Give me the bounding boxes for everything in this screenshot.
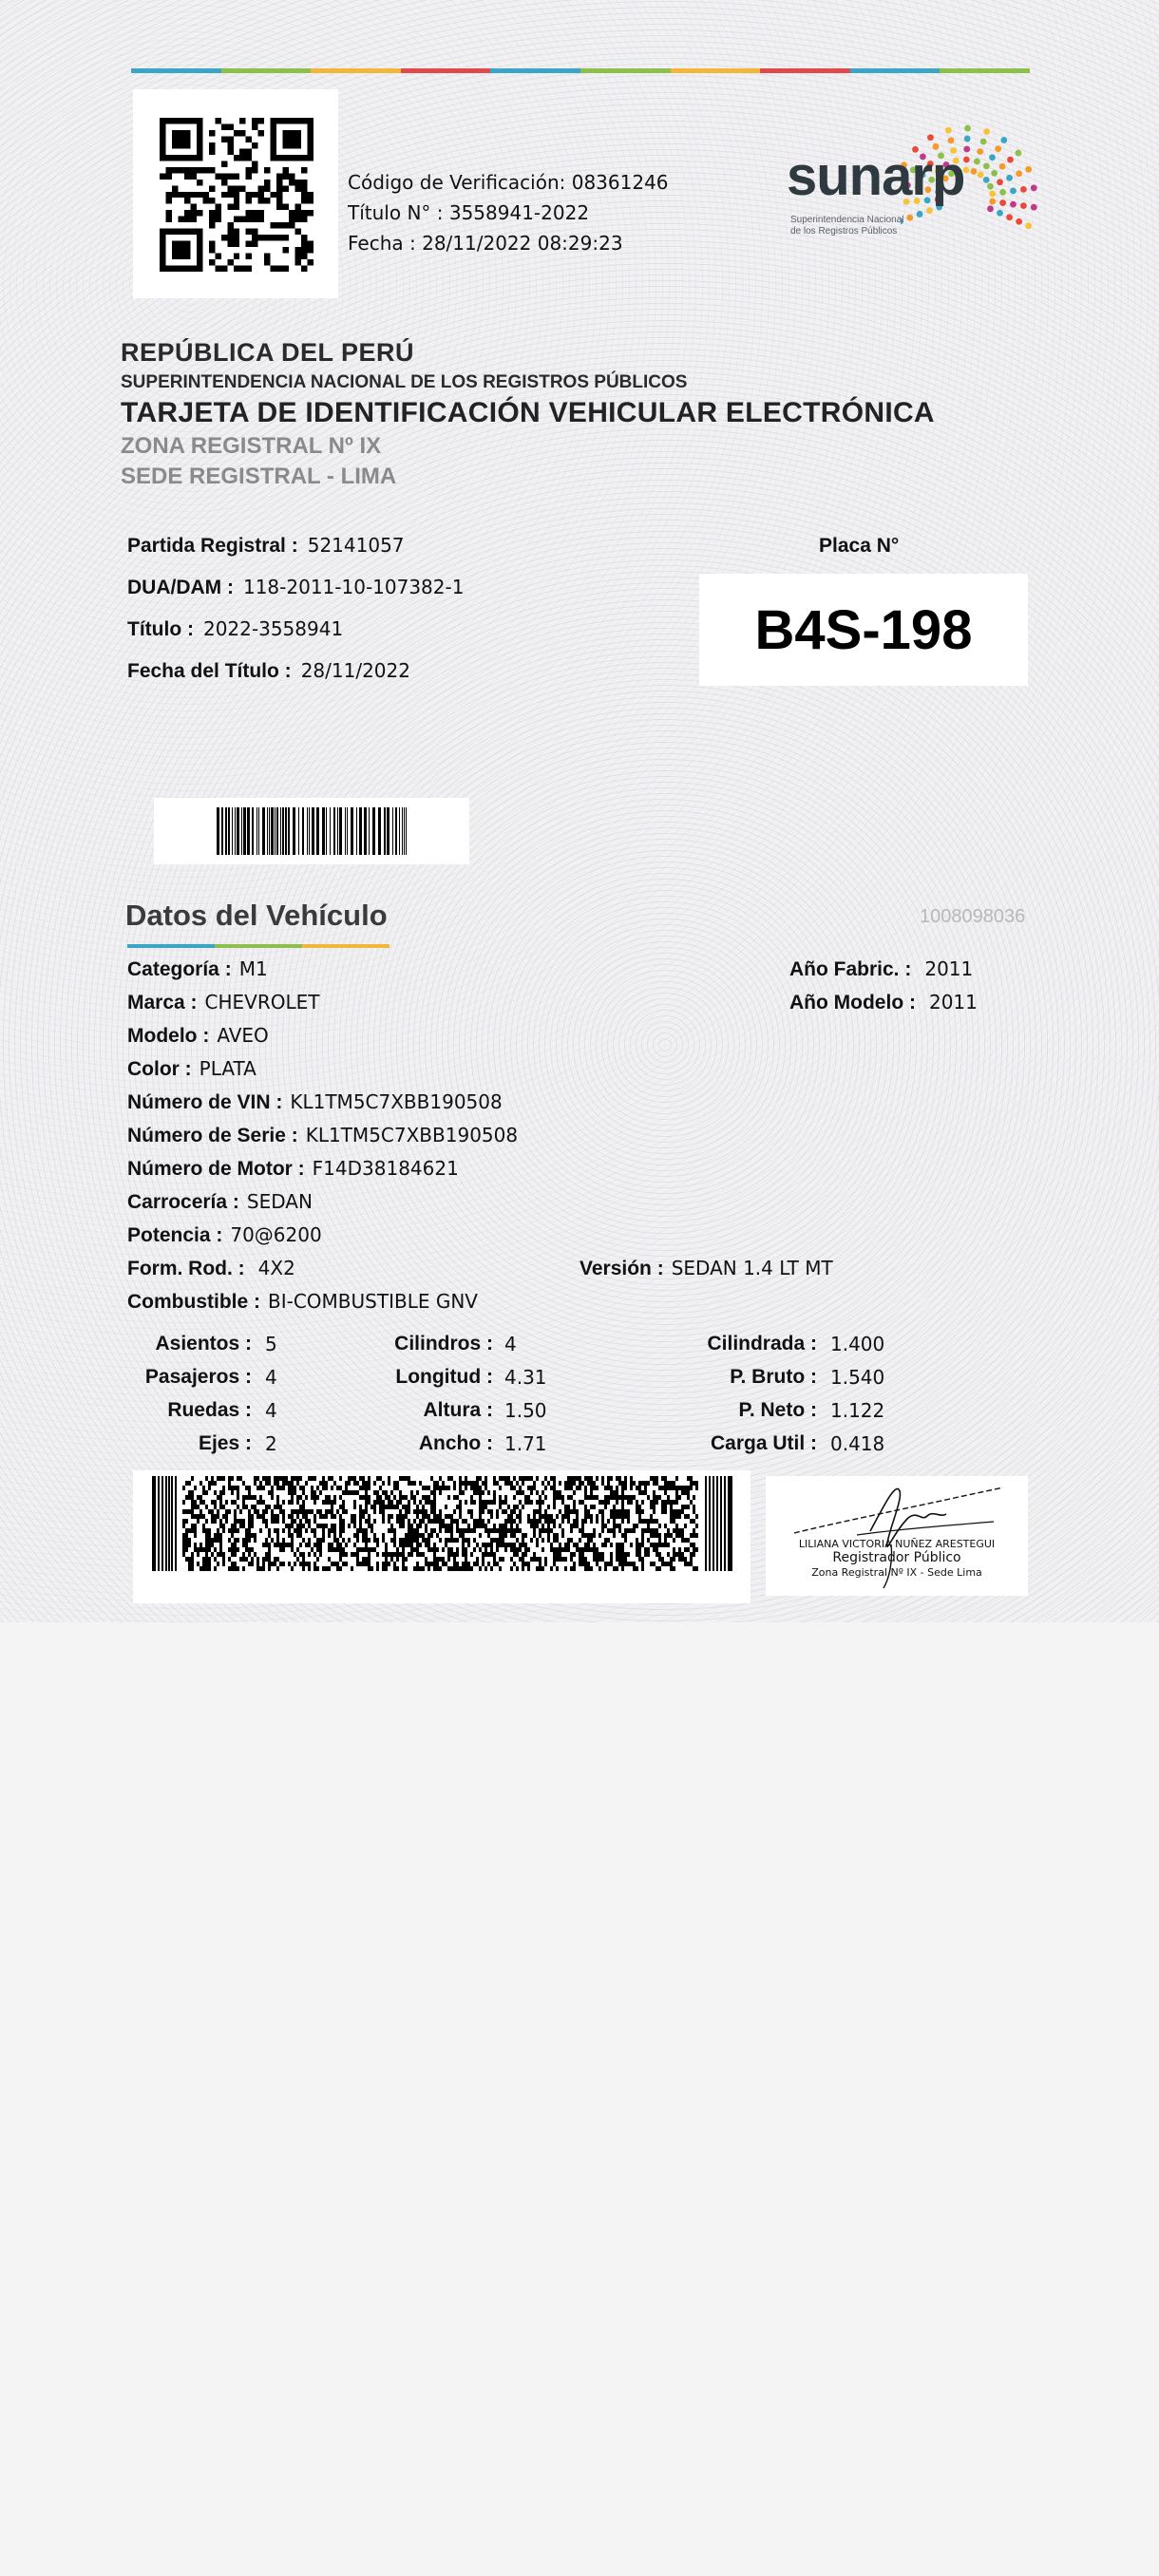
field-anio-modelo (789, 991, 978, 1014)
barcode-panel (154, 798, 469, 864)
combustible-value: BI-COMBUSTIBLE GNV (268, 1290, 478, 1313)
motor-value: F14D38184621 (312, 1157, 459, 1180)
potencia-label: Potencia : (127, 1224, 223, 1246)
version-label: Versión : (580, 1258, 664, 1279)
formrod-value: 4X2 (257, 1257, 295, 1279)
ancho-value: 1.71 (504, 1432, 547, 1455)
asientos-value: 5 (265, 1333, 277, 1355)
plate-number: B4S-198 (754, 599, 973, 661)
titulo-value: 2022-3558941 (202, 617, 344, 640)
modelo-value: AVEO (217, 1024, 269, 1047)
color-stripe-segment (580, 68, 671, 73)
dua-label: DUA/DAM : (127, 577, 234, 598)
header-superintendencia: SUPERINTENDENCIA NACIONAL DE LOS REGISTROS PÚBLICOS (121, 372, 688, 392)
color-stripe-segment (940, 68, 1030, 73)
signatory-block (771, 1537, 1022, 1580)
verification-code: Código de Verificación: 08361246 (348, 171, 669, 194)
signatory-name: LILIANA VICTORIA NUÑEZ ARESTEGUI (798, 1538, 996, 1550)
field-anio-fabric (789, 957, 973, 981)
qr-code-icon (160, 118, 314, 272)
logo-wordmark: sunarp (787, 145, 965, 207)
color-label: Color : (127, 1058, 192, 1080)
field-modelo (127, 1024, 269, 1048)
categoria-label: Categoría : (127, 958, 232, 980)
underline-segment (215, 944, 302, 948)
barcode-icon (217, 807, 408, 855)
cargautil-value: 0.418 (830, 1432, 885, 1455)
longitud-label: Longitud : (395, 1366, 493, 1388)
carroceria-value: SEDAN (246, 1190, 313, 1213)
header-republica: REPÚBLICA DEL PERÚ (121, 338, 415, 367)
vehicle-data-underline (127, 944, 390, 948)
color-stripe-segment (221, 68, 312, 73)
field-version (580, 1257, 833, 1280)
fecha-titulo-label: Fecha del Título : (127, 660, 292, 682)
anio-fabric-label: Año Fabric. : (789, 958, 912, 980)
combustible-label: Combustible : (127, 1291, 260, 1313)
field-combustible (127, 1290, 478, 1314)
color-stripe-segment (401, 68, 491, 73)
anio-fabric-value: 2011 (924, 957, 974, 980)
underline-segment (127, 944, 215, 948)
field-carroceria (127, 1190, 313, 1214)
pdf417-panel (133, 1470, 750, 1603)
cilindrada-label: Cilindrada : (707, 1333, 817, 1354)
color-value: PLATA (199, 1057, 256, 1080)
document-number: 1008098036 (920, 906, 1026, 927)
verification-title: Título N° : 3558941-2022 (348, 201, 590, 224)
sunarp-logo (787, 106, 1043, 258)
pbruto-label: P. Bruto : (730, 1366, 817, 1388)
field-categoria (127, 957, 268, 981)
cargautil-label: Carga Util : (710, 1432, 817, 1454)
color-stripe-segment (131, 68, 221, 73)
altura-label: Altura : (423, 1399, 493, 1421)
plate-number-box (699, 574, 1028, 686)
field-motor (127, 1157, 459, 1181)
field-vin (127, 1090, 503, 1114)
potencia-value: 70@6200 (230, 1223, 322, 1246)
color-stripe-segment (490, 68, 580, 73)
pasajeros-value: 4 (265, 1366, 277, 1389)
field-color (127, 1057, 256, 1081)
partida-label: Partida Registral : (127, 535, 298, 557)
motor-label: Número de Motor : (127, 1158, 305, 1180)
asientos-label: Asientos : (155, 1333, 252, 1354)
fecha-titulo-value: 28/11/2022 (300, 659, 410, 682)
version-value: SEDAN 1.4 LT MT (671, 1257, 833, 1279)
dua-value: 118-2011-10-107382-1 (242, 576, 465, 598)
signatory-zone: Zona Registral Nº IX - Sede Lima (811, 1566, 982, 1579)
pbruto-value: 1.540 (830, 1366, 885, 1389)
logo-subtitle-line1: Superintendencia Nacional (790, 215, 904, 225)
cilindros-label: Cilindros : (394, 1333, 493, 1354)
signatory-role: Registrador Público (832, 1550, 961, 1565)
field-formrod (127, 1257, 295, 1280)
marca-value: CHEVROLET (204, 991, 320, 1013)
verification-block (348, 167, 669, 258)
ejes-value: 2 (265, 1432, 277, 1455)
pdf417-barcode-icon (152, 1476, 733, 1571)
color-stripe-segment (760, 68, 850, 73)
formrod-label: Form. Rod. : (127, 1258, 245, 1279)
partida-value: 52141057 (307, 534, 405, 557)
serie-value: KL1TM5C7XBB190508 (305, 1124, 519, 1146)
placa-label: Placa N° (819, 535, 900, 557)
underline-segment (302, 944, 390, 948)
vin-value: KL1TM5C7XBB190508 (290, 1090, 503, 1113)
color-stripe-segment (850, 68, 940, 73)
vin-label: Número de VIN : (127, 1091, 283, 1113)
header-zona: ZONA REGISTRAL Nº IX (121, 433, 382, 459)
partida-registral (127, 534, 405, 558)
color-stripe-segment (671, 68, 761, 73)
dua-dam (127, 576, 464, 599)
cilindros-value: 4 (504, 1333, 517, 1355)
anio-modelo-label: Año Modelo : (789, 992, 916, 1013)
cilindrada-value: 1.400 (830, 1333, 885, 1355)
pneto-value: 1.122 (830, 1399, 885, 1422)
ejes-label: Ejes : (198, 1432, 252, 1454)
serie-label: Número de Serie : (127, 1125, 298, 1146)
pasajeros-label: Pasajeros : (144, 1366, 252, 1388)
ruedas-value: 4 (265, 1399, 277, 1422)
field-serie (127, 1124, 518, 1147)
ruedas-label: Ruedas : (167, 1399, 252, 1421)
qr-code-panel (133, 89, 338, 298)
field-potencia (127, 1223, 322, 1247)
pneto-label: P. Neto : (738, 1399, 817, 1421)
altura-value: 1.50 (504, 1399, 547, 1422)
longitud-value: 4.31 (504, 1366, 547, 1389)
verification-date: Fecha : 28/11/2022 08:29:23 (348, 232, 623, 255)
categoria-value: M1 (238, 957, 268, 980)
titulo-label: Título : (127, 618, 194, 640)
modelo-label: Modelo : (127, 1025, 210, 1047)
titulo (127, 617, 343, 641)
header-sede: SEDE REGISTRAL - LIMA (121, 464, 397, 489)
anio-modelo-value: 2011 (928, 991, 978, 1013)
signature-panel (766, 1476, 1028, 1596)
vehicle-data-title: Datos del Vehículo (125, 899, 388, 932)
logo-subtitle-line2: de los Registros Públicos (790, 226, 898, 237)
color-stripe (131, 68, 1030, 73)
header-card-title: TARJETA DE IDENTIFICACIÓN VEHICULAR ELECTRÓNICA (121, 397, 935, 428)
fecha-titulo (127, 659, 410, 683)
field-marca (127, 991, 320, 1014)
logo-subtitle (790, 215, 904, 237)
color-stripe-segment (311, 68, 401, 73)
marca-label: Marca : (127, 992, 198, 1013)
carroceria-label: Carrocería : (127, 1191, 239, 1213)
ancho-label: Ancho : (418, 1432, 493, 1454)
